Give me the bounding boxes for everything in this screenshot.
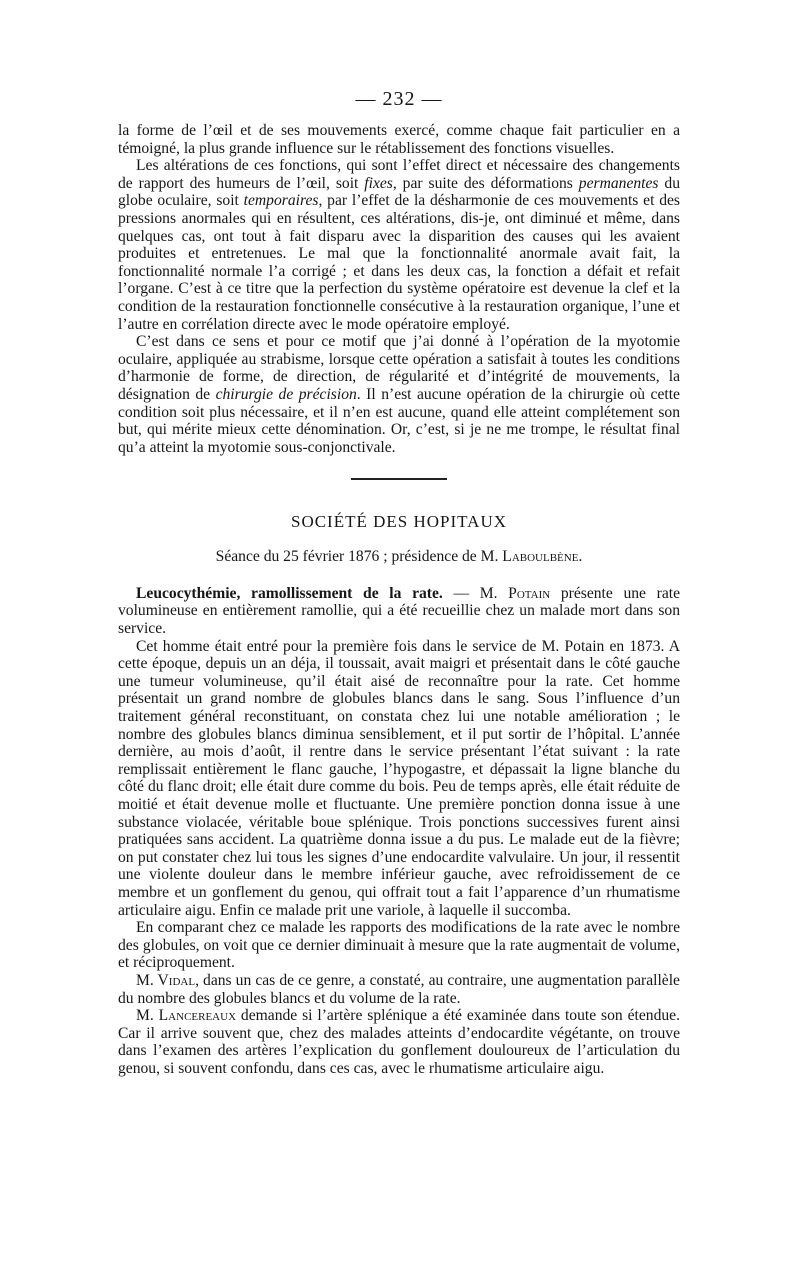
text-run: . Il n’est aucune opération de la chirurgie où cette condition soit plus nécessaire, et il n’en est aucune, quand elle atteint complétement son but, qui mérite mieux cette dénomination. Or, c’est, si je ne me trompe, le résultat final qu’a atteint la myotomie sous-conjonctivale. (118, 385, 680, 456)
text-run: , par suite des déformations (392, 174, 579, 192)
emphasis-temporaires: temporaires (243, 192, 319, 210)
paragraph-opening: la forme de l’œil et de ses mouvements exercé, comme chaque fait particulier en a témoigné, la plus grande influence sur le rétablissement des fonctions visuelles. (118, 122, 680, 157)
speaker-lancereaux: M. Lancereaux (136, 1007, 237, 1025)
speaker-potain: Potain (508, 584, 551, 602)
article-lead-paragraph (118, 585, 680, 638)
text-run: du globe oculaire, soit (118, 174, 680, 210)
emphasis-chirurgie-de-precision: chirurgie de précision (215, 385, 357, 403)
emphasis-permanentes: permanentes (578, 174, 659, 192)
page-number: — 232 — (355, 88, 443, 110)
speaker-vidal: M. Vidal (136, 971, 196, 989)
paragraph-case-history: Cet homme était entré pour la première fois dans le service de M. Potain en 1873. A cette époque, depuis un an déja, il toussait, avait maigri et présentait dans le côté gauche une tumeur volumineuse, qu’il était aisé de reconnaître pour la rate. Cet homme présentait un grand nombre de globules blancs dans le sang. Sous l’influence d’un traitement général reconstituant, on constata chez lui une notable amélioration ; le nombre des globules blancs diminua sensiblement, et il put sortir de l’hôpital. L’année dernière, au mois d’août, il rentre dans le service présentant l’état suivant : la rate remplissait entièrement le flanc gauche, l’hypogastre, et dépassait la ligne blanche du côté du flanc droit; elle était dure comme du bois. Peu de temps après, elle était réduite de moitié et était devenue molle et fluctuante. Une première ponction donna issue à une substance violacée, véritable boue splénique. Trois ponctions successives furent ainsi pratiquées sans accident. La quatrième donna issue a du pus. Le malade eut de la fièvre; on put constater chez lui tous les signes d’une endocardite valvulaire. Un jour, il ressentit une violente douleur dans le membre inférieur gauche, avec refroidissement de ce membre et un gonflement du genou, qui offrait tout a fait l’apparence d’un rhumatisme articulaire aigu. Enfin ce malade prit une variole, à laquelle il succomba. (118, 637, 680, 919)
paragraph-comparison: En comparant chez ce malade les rapports des modifications de la rate avec le nombre des globules, on voit que ce dernier diminuait à mesure que la rate augmentait de volume, et réciproquement. (118, 919, 680, 972)
paragraph-myotomie (118, 333, 680, 456)
text-run: présente une rate volumineuse en entièrement ramollie, qui a été recueillie chez un malade mort dans son service. (118, 584, 681, 638)
text-run: Les altérations de ces fonctions, qui sont l’effet direct et nécessaire des changements de rapport des humeurs de l’œil, soit (118, 157, 680, 192)
session-prefix: Séance du 25 février 1876 ; présidence de M. (215, 548, 503, 566)
section-title: SOCIÉTÉ DES HOPITAUX (290, 512, 508, 532)
paragraph-lancereaux (118, 1007, 680, 1077)
section-divider (351, 478, 447, 480)
article-title: Leucocythémie, ramollissement de la rate. (136, 584, 443, 602)
text-run: C’est dans ce sens et pour ce motif que j’ai donné à l’opération de la myotomie oculaire, appliquée au strabisme, lorsque cette opération a satisfait à toutes les conditions d’harmonie de forme, de direction, de régularité et d’intégrité de mouvements, la désignation de (118, 333, 680, 403)
text-run: , par l’effet de la désharmonie de ces mouvements et des pressions anormales qui en résultent, ces altérations, dis-je, ont diminué et même, dans quelques cas, ont tout à fait disparu avec la disparition des causes qui les avaient produites et entretenues. Le mal que la fonctionnalité anormale avait fait, la fonctionnalité normale l’a corrigé ; et dans les deux cas, la fonction a défait et refait l’organe. C’est à ce titre que la perfection du système opératoire est devenue la clef et la condition de la restauration fonctionnelle consécutive à la restauration organique, l’une et l’autre en corrélation directe avec le mode opératoire employé. (118, 192, 681, 333)
text-run: demande si l’artère splénique a été examinée dans toute son étendue. Car il arrive souvent que, chez des malades atteints d’endocardite végétante, on trouve dans l’examen des artères l’explication du gonflement douloureux de l’articulation du genou, si souvent confondu, dans ces cas, avec le rhumatisme articulaire aigu. (118, 1007, 680, 1077)
emphasis-fixes: fixes (364, 174, 393, 192)
session-suffix: . (578, 548, 583, 566)
session-line (118, 548, 680, 566)
paragraph-vidal (118, 972, 680, 1007)
text-run: — M. (442, 584, 509, 602)
paragraph-alterations (118, 157, 680, 333)
president-name: Laboulbène (502, 548, 579, 566)
text-run: , dans un cas de ce genre, a constaté, au contraire, une augmentation parallèle du nombre des globules blancs et du volume de la rate. (118, 971, 680, 1007)
